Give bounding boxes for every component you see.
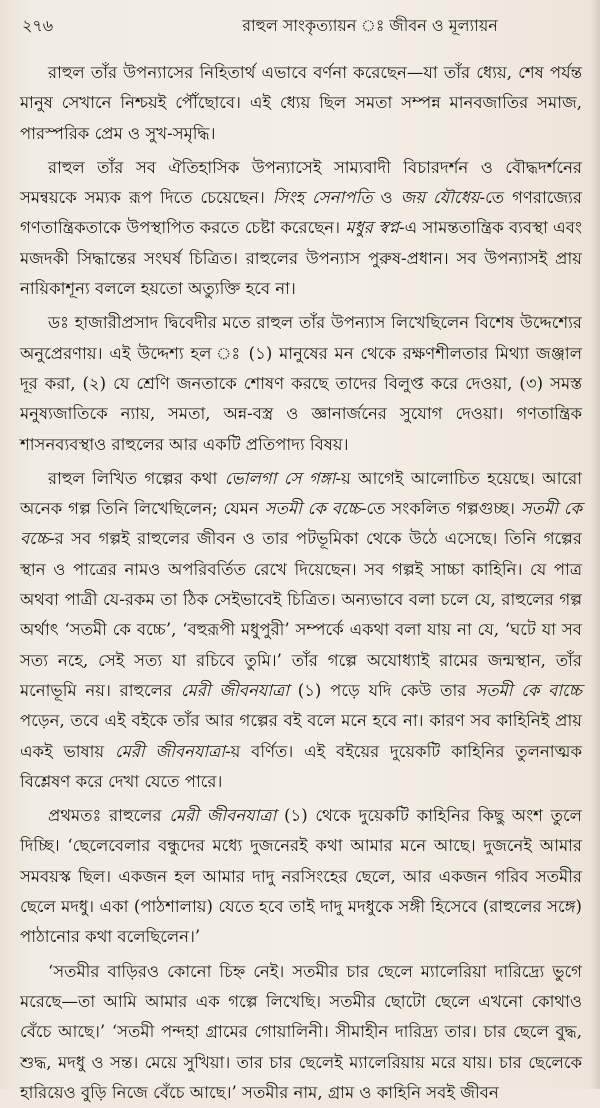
italic-title: মেরী জীবনযাত্রা: [180, 680, 289, 700]
text-segment: (১) থেকে দুয়েকটি কাহিনির কিছু অংশ তুলে দিচ্ছি। ‘ছেলেবেলার বন্ধুদের মধ্যে দুজনেরই কথা আমার মনে আছে। দুজনেই আমার সমবয়স্ক ছিল। একজন হল আমার দাদু নরসিংহের ছেলে, আর একজন গরিব সতমীর ছেলে মদধু। একা (পাঠশালায়) যেতে হবে তাই দাদু মদধুকে সঙ্গী হিসেবে (রাহুলের সঙ্গে) পাঠানোর কথা বলেছিলেন।’: [20, 806, 582, 947]
paragraph: [20, 153, 582, 304]
text-segment: -তে গণরাজ্যের গণতান্ত্রিকতাকে উপস্থাপিত করতে চেষ্টা করেছেন।: [20, 188, 583, 238]
paragraph: [20, 58, 582, 149]
page-header: [22, 6, 582, 46]
paragraph: [20, 801, 582, 952]
text-segment: ও: [372, 188, 401, 208]
italic-title: জয় যৌধেয়: [400, 188, 480, 208]
page-body: [20, 58, 582, 1108]
text-segment: রাহুল তাঁর উপন্যাসের নিহিতার্থ এভাবে বর্ণনা করেছেন—যা তাঁর ধ্যেয়, শেষ পর্যন্ত মানুষ সেখানে নিশ্চয়ই পৌঁছোবে। এই ধ্যেয় ছিল সমতা সম্পন্ন মানবজাতির সমাজ, পারস্পরিক প্রেম ও সুখ-সমৃদ্ধি।: [20, 63, 582, 143]
text-segment: -তে সংকলিত গল্পগুচ্ছ।: [360, 499, 521, 519]
text-segment: -য় আগেই আলোচিত হয়েছে। আরো অনেক গল্প তিনি লিখেছিলেন; যেমন: [20, 468, 583, 519]
text-segment: ডঃ হাজারীপ্রসাদ দ্বিবেদীর মতে রাহুল তাঁর উপন্যাস লিখেছিলেন বিশেষ উদ্দেশ্যের অনুপ্রেরণায়। এই উদ্দেশ্য হল ঃ (১) মানুষের মন থেকে রক্ষণশীলতার মিথ্যা জঞ্জাল দূর করা, (২) যে শ্রেণি জনতাকে শোষণ করছে তাদের বিলুপ্ত করে দেওয়া, (৩) সমস্ত মনুষ্যজাতিকে ন্যায়, সমতা, অন্ন-বস্ত্র ও জ্ঞানার্জনের সুযোগ দেওয়া। গণতান্ত্রিক শাসনব্যবস্থাও রাহুলের আর একটি প্রতিপাদ্য বিষয়।: [20, 313, 582, 454]
text-segment: পড়েন, তবে এই বইকে তাঁর আর গল্পের বই বলে মনে হবে না। কারণ সব কাহিনিই প্রায় একই ভাষায়: [20, 711, 582, 761]
text-segment: প্রথমতঃ রাহুলের: [48, 806, 170, 826]
italic-title: সতমী কে বচ্চে: [264, 499, 361, 519]
text-segment: -য় বর্ণিত। এই বইয়ের দুয়েকটি কাহিনির তুলনাত্মক বিশ্লেষণ করে দেখা যেতে পারে।: [20, 741, 582, 791]
paragraph: [20, 957, 582, 1108]
italic-title: মধুর স্বপ্ন: [345, 218, 400, 238]
text-segment: -র সব গল্পই রাহুলের জীবন ও তার পটভূমিকা থেকে উঠে এসেছে। তিনি গল্পের স্থান ও পাত্রের নামও অপরিবর্তিত রেখে দিয়েছেন। সব গল্পই সাচ্চা কাহিনি। যে পাত্র অথবা পাত্রী যে-রকম তা ঠিক সেইভাবেই চিত্রিত। অন্যভাবে বলা চলে যে, রাহুলের গল্প অর্থাৎ ‘সতমী কে বচ্চে’, ‘বহুরূপী মধুপুরী’ সম্পর্কে একথা বলা যায় না যে, ‘ঘটে যা সব সত্য নহে, সেই সত্য যা রচিবে তুমি।’ তাঁর গল্পে অযোধ্যাই রামের জন্মস্থান, তাঁর মনোভূমি নয়। রাহুলের: [20, 529, 582, 700]
italic-title: মেরী জীবনযাত্রা: [114, 741, 226, 761]
text-segment: -এ সামন্ততান্ত্রিক ব্যবস্থা এবং মজদকী সিদ্ধান্তের সংঘর্ষ চিত্রিত। রাহুলের উপন্যাস পুরুষ-প্রধান। সব উপন্যাসই প্রায় নায়িকাশূন্য বললে হয়তো অত্যুক্তি হবে না।: [20, 218, 582, 299]
italic-title: সতমী কে বাচ্চে: [475, 680, 582, 700]
italic-title: ভোলগা সে গঙ্গা: [224, 468, 336, 488]
paragraph: [20, 464, 582, 797]
text-segment: রাহুল লিখিত গল্পের কথা: [48, 468, 225, 488]
running-title: রাহুল সাংকৃত্যায়ন ঃ জীবন ও মূল্যায়ন: [242, 16, 498, 35]
text-segment: রাহুল তাঁর সব ঐতিহাসিক উপন্যাসেই সাম্যবাদী বিচারদর্শন ও বৌদ্ধদর্শনের সমন্বয়কে সম্যক রূপ দিতে চেয়েছেন।: [20, 157, 582, 208]
text-segment: (১) পড়ে যদি কেউ তার: [289, 680, 476, 700]
paragraph: [20, 308, 582, 459]
page-number: ২৭৬: [22, 16, 54, 35]
italic-title: মেরী জীবনযাত্রা: [169, 806, 277, 826]
italic-title: সতমী কে বচ্চে: [20, 499, 582, 549]
italic-title: সিংহ সেনাপতি: [272, 188, 373, 208]
text-segment: ‘সতমীর বাড়িরও কোনো চিহ্ন নেই। সতমীর চার ছেলে ম্যালেরিয়া দারিদ্র্যে ভুগে মরেছে—তা আমি আমার এক গল্পে লিখেছি। সতমীর ছোটো ছেলে এখনো কোথাও বেঁচে আছে।’ ‘সতমী পন্দহা গ্রামের গোয়ালিনী। সীমাহীন দারিদ্র্য তার। চার ছেলে বুদ্ধ, শুদ্ধ, মদধু ও সন্ত। মেয়ে সুখিয়া। তার চার ছেলেই ম্যালেরিয়ায় মরে যায়। চার ছেলেকে হারিয়েও বুড়ি নিজে বেঁচে আছে।’ সতমীর নাম, গ্রাম ও কাহিনি সবই জীবন: [20, 961, 582, 1102]
page-edge-shadow: [590, 0, 600, 1089]
